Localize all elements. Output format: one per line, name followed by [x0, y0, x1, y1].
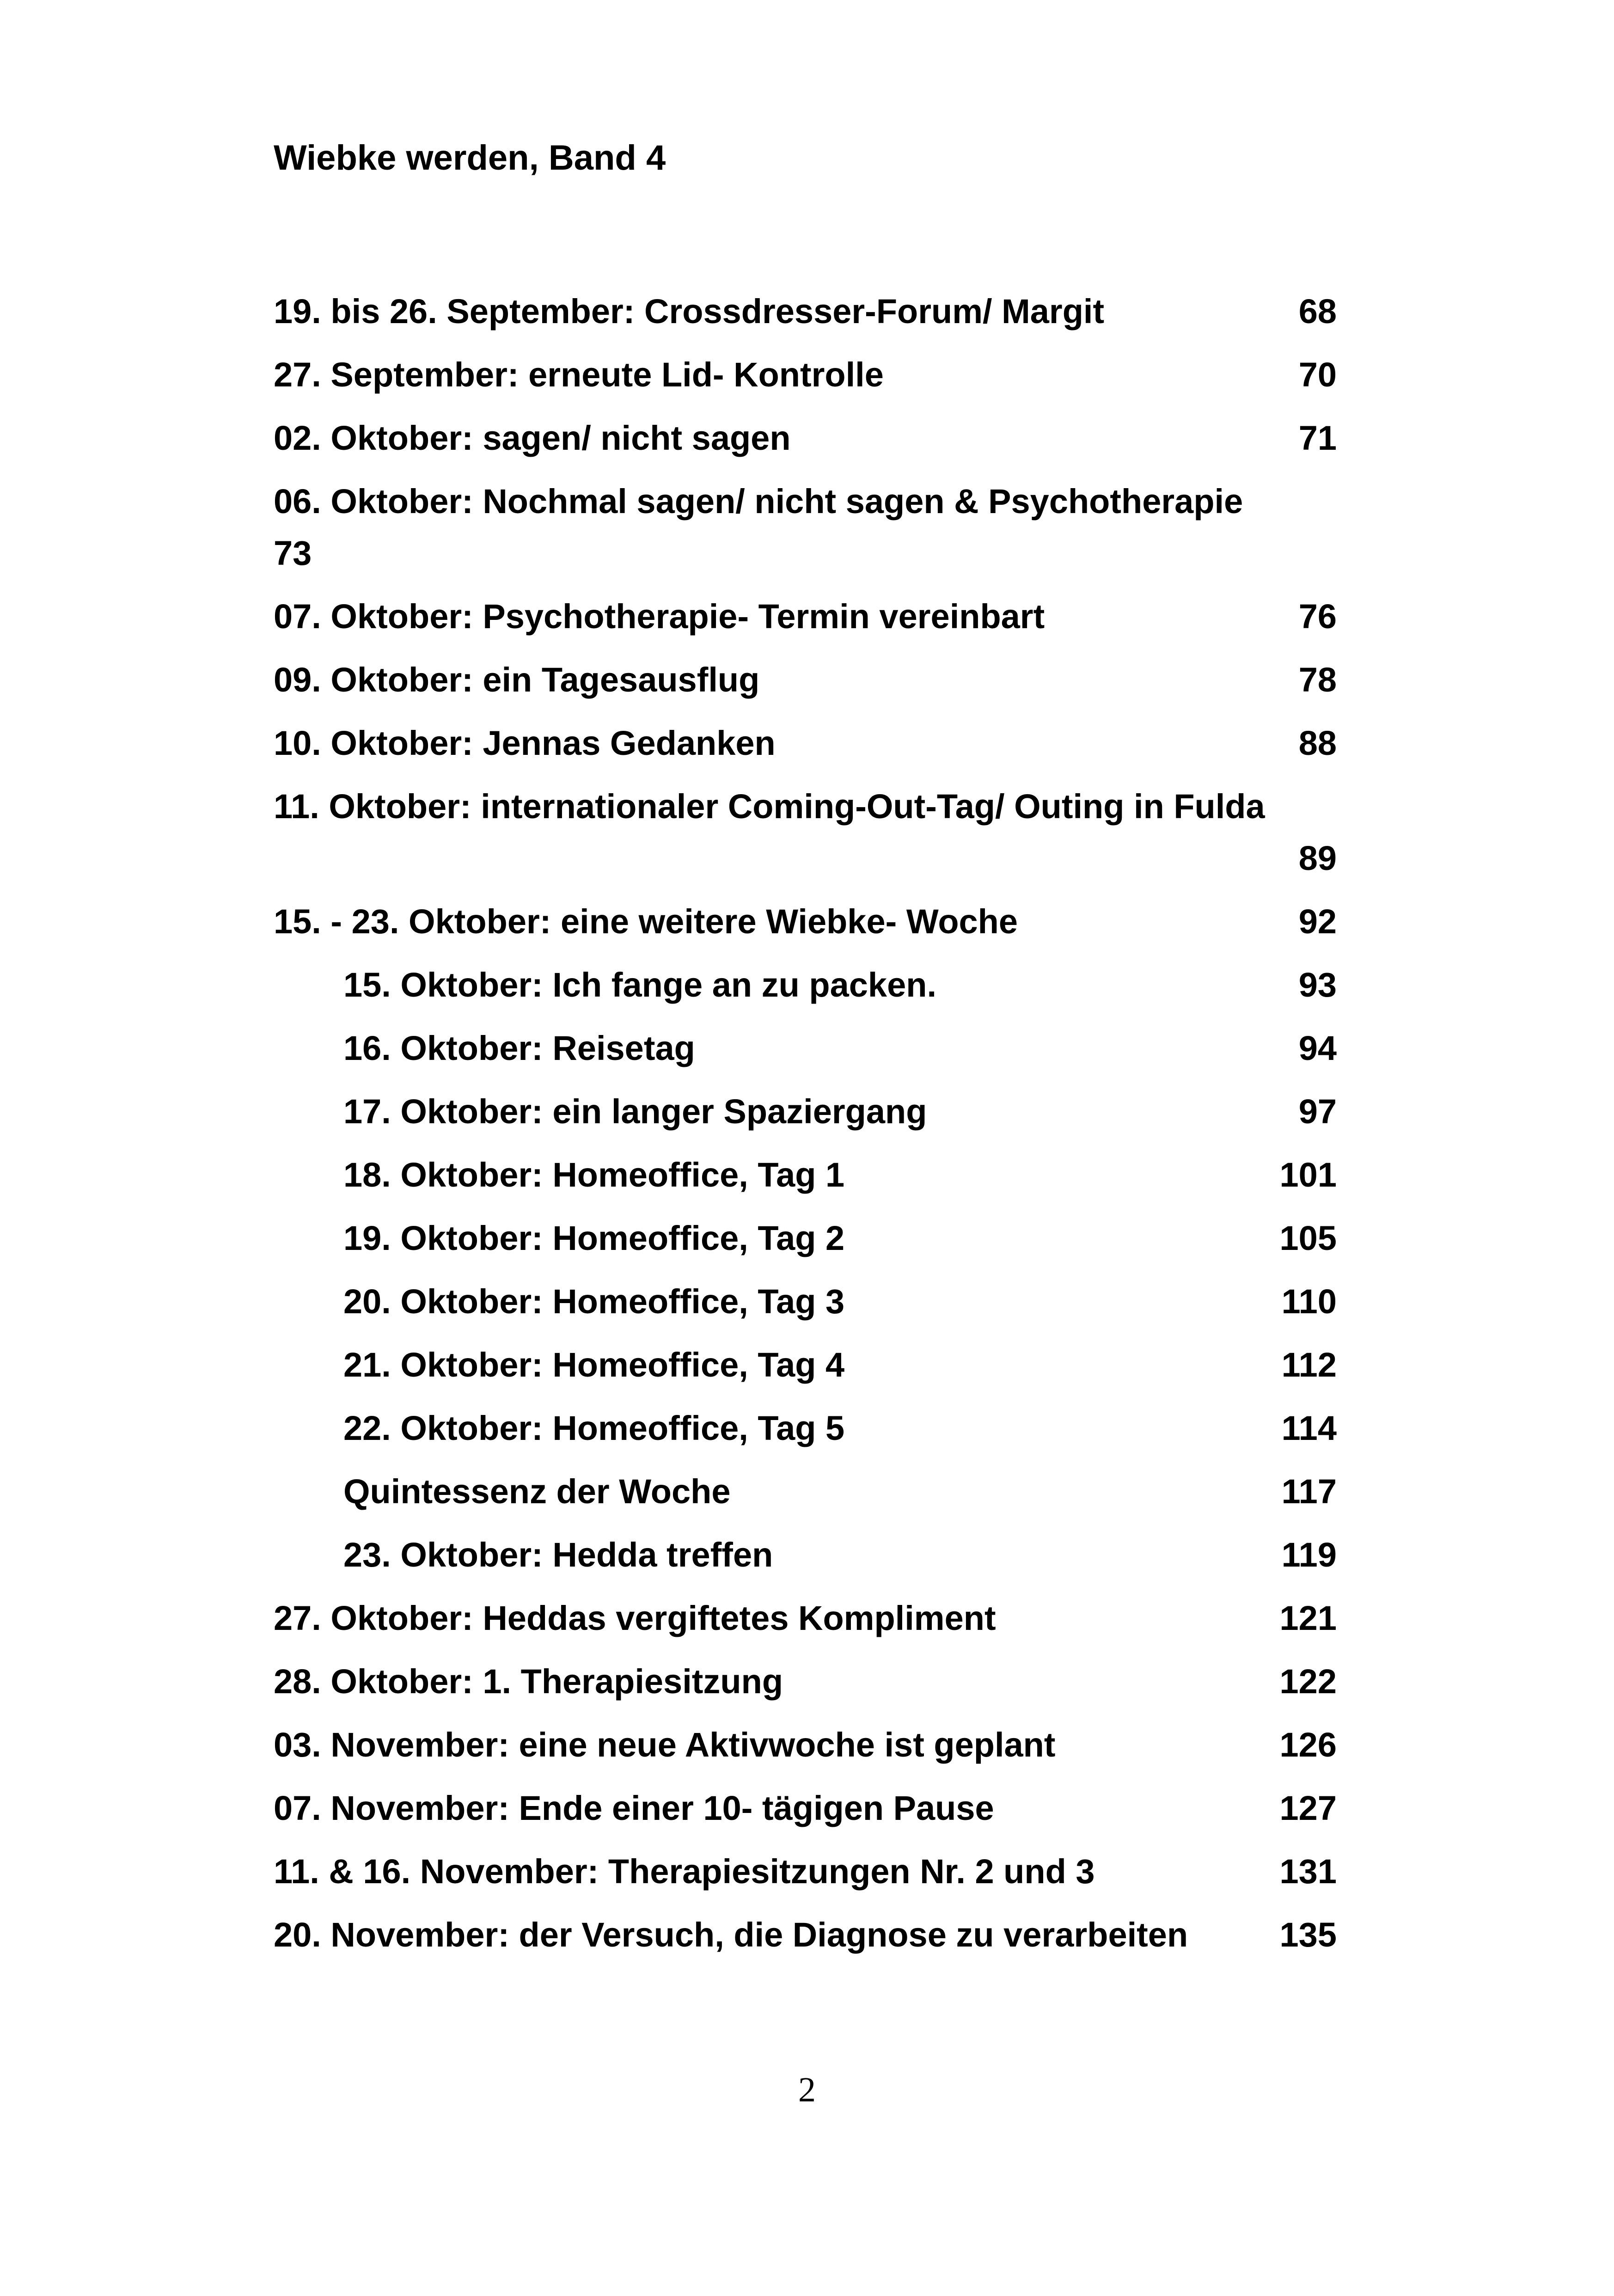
toc-entry-title: 15. - 23. Oktober: eine weitere Wiebke- Woche — [274, 902, 1018, 941]
toc-entry-title: 06. Oktober: Nochmal sagen/ nicht sagen & Psychotherapie — [274, 482, 1243, 520]
toc-entry-page: 73 — [274, 534, 312, 572]
toc-entry-title: 18. Oktober: Homeoffice, Tag 1 — [343, 1156, 845, 1194]
toc-entry-page: 101 — [1279, 1156, 1337, 1194]
toc-subentry[interactable] — [274, 1022, 1337, 1074]
toc-entry-page: 92 — [1298, 902, 1337, 941]
toc-subentry[interactable] — [274, 1529, 1337, 1581]
toc-subentry[interactable] — [274, 1339, 1337, 1391]
toc-subentry[interactable] — [274, 1149, 1337, 1201]
toc-entry-title: 21. Oktober: Homeoffice, Tag 4 — [343, 1346, 845, 1384]
toc-entry-page: 114 — [1281, 1409, 1337, 1447]
toc-entry-title: 11. Oktober: internationaler Coming-Out-Tag/ Outing in Fulda — [274, 787, 1265, 826]
toc-entry-title: 19. Oktober: Homeoffice, Tag 2 — [343, 1219, 845, 1257]
toc-entry-page: 71 — [1298, 419, 1337, 457]
toc-entry-title: 22. Oktober: Homeoffice, Tag 5 — [343, 1409, 845, 1447]
toc-entry[interactable] — [274, 1719, 1337, 1771]
toc-entry-page: 94 — [1298, 1029, 1337, 1067]
toc-entry[interactable] — [274, 1909, 1337, 1961]
toc-entry[interactable] — [274, 476, 1337, 579]
toc-entry[interactable] — [274, 1846, 1337, 1898]
toc-entry-page: 122 — [1279, 1662, 1337, 1701]
toc-entry-title: 19. bis 26. September: Crossdresser-Forum/ Margit — [274, 292, 1105, 331]
toc-entry[interactable] — [274, 412, 1337, 464]
toc-entry-page: 117 — [1281, 1472, 1337, 1511]
toc-entry-title: 23. Oktober: Hedda treffen — [343, 1536, 773, 1574]
toc-entry-page: 70 — [1298, 355, 1337, 394]
toc-entry[interactable] — [274, 1782, 1337, 1834]
toc-entry-page: 76 — [1298, 597, 1337, 636]
toc-entry-page: 131 — [1279, 1852, 1337, 1891]
book-title: Wiebke werden, Band 4 — [274, 138, 666, 178]
toc-entry-title: 09. Oktober: ein Tagesausflug — [274, 661, 760, 699]
toc-entry-title: 10. Oktober: Jennas Gedanken — [274, 724, 776, 762]
toc-subentry[interactable] — [274, 959, 1337, 1011]
toc-entry[interactable] — [274, 781, 1337, 884]
toc-entry[interactable] — [274, 591, 1337, 643]
toc-entry-title: 07. Oktober: Psychotherapie- Termin vereinbart — [274, 597, 1045, 636]
toc-entry[interactable] — [274, 717, 1337, 769]
toc-entry-title: 07. November: Ende einer 10- tägigen Pause — [274, 1789, 994, 1827]
toc-entry-title: 16. Oktober: Reisetag — [343, 1029, 695, 1067]
toc-entry-page: 126 — [1279, 1726, 1337, 1764]
toc-entry-page: 105 — [1279, 1219, 1337, 1257]
toc-entry[interactable] — [274, 349, 1337, 401]
toc-entry-page: 97 — [1298, 1092, 1337, 1131]
toc-entry-page: 89 — [1298, 839, 1337, 877]
toc-entry-title: 03. November: eine neue Aktivwoche ist geplant — [274, 1726, 1056, 1764]
toc-entry-page: 121 — [1279, 1599, 1337, 1637]
toc-entry[interactable] — [274, 286, 1337, 337]
toc-entry-title: 27. Oktober: Heddas vergiftetes Kompliment — [274, 1599, 996, 1637]
toc-entry-title: Quintessenz der Woche — [343, 1472, 731, 1511]
toc-entry-title: 27. September: erneute Lid- Kontrolle — [274, 355, 884, 394]
toc-entry-page: 93 — [1298, 966, 1337, 1004]
page-number: 2 — [798, 2070, 816, 2109]
toc-entry[interactable] — [274, 896, 1337, 948]
toc-entry-page: 127 — [1279, 1789, 1337, 1827]
toc-subentry[interactable] — [274, 1276, 1337, 1328]
toc-entry-page: 135 — [1279, 1916, 1337, 1954]
toc-entry-title: 02. Oktober: sagen/ nicht sagen — [274, 419, 791, 457]
toc-entry-title: 11. & 16. November: Therapiesitzungen Nr. 2 und 3 — [274, 1852, 1095, 1891]
toc-entry-page: 110 — [1281, 1282, 1337, 1321]
toc-entry-page: 88 — [1298, 724, 1337, 762]
toc-entry-title: 20. Oktober: Homeoffice, Tag 3 — [343, 1282, 845, 1321]
toc-subentry[interactable] — [274, 1212, 1337, 1264]
toc-entry-title: 20. November: der Versuch, die Diagnose zu verarbeiten — [274, 1916, 1188, 1954]
toc-entry-title: 17. Oktober: ein langer Spaziergang — [343, 1092, 927, 1131]
toc-entry-page: 112 — [1281, 1346, 1337, 1384]
toc-subentry[interactable] — [274, 1086, 1337, 1138]
toc-entry[interactable] — [274, 1592, 1337, 1644]
table-of-contents — [274, 286, 1337, 1972]
toc-entry-page: 78 — [1298, 661, 1337, 699]
toc-entry[interactable] — [274, 1656, 1337, 1708]
toc-entry[interactable] — [274, 654, 1337, 706]
toc-entry-page: 68 — [1298, 292, 1337, 331]
toc-subentry[interactable] — [274, 1466, 1337, 1518]
toc-entry-title: 28. Oktober: 1. Therapiesitzung — [274, 1662, 783, 1701]
toc-entry-title: 15. Oktober: Ich fange an zu packen. — [343, 966, 937, 1004]
toc-entry-page: 119 — [1281, 1536, 1337, 1574]
toc-subentry[interactable] — [274, 1402, 1337, 1454]
